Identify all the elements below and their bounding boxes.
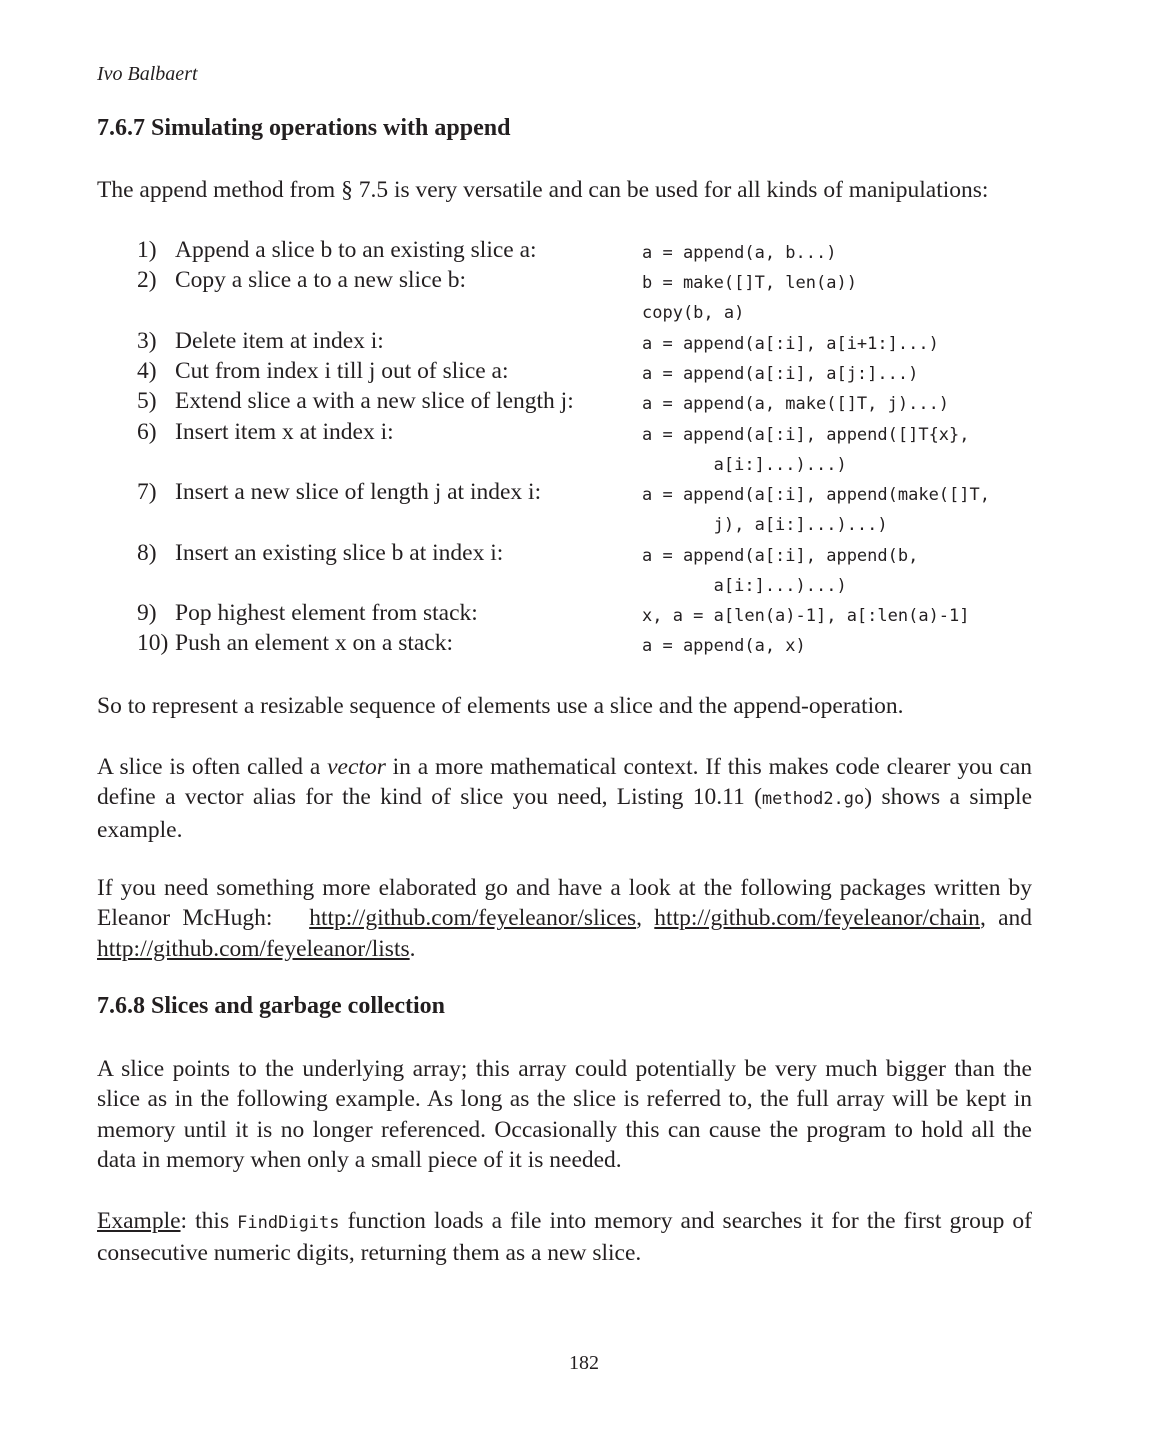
link-chain[interactable]: http://github.com/feyeleanor/chain	[654, 905, 980, 932]
item-description: Cut from index i till j out of slice a:	[175, 358, 509, 384]
list-item	[0, 237, 1168, 267]
list-item	[0, 600, 1168, 630]
item-code: a = append(a, b...)	[642, 243, 837, 263]
item-number: 1)	[137, 237, 157, 263]
text: : this	[180, 1208, 238, 1234]
list-item	[0, 479, 1168, 535]
item-number: 9)	[137, 600, 157, 626]
list-item	[0, 540, 1168, 596]
text: A slice is often called a	[97, 754, 328, 780]
item-code: a = append(a[:i], append([]T{x},	[642, 425, 970, 445]
item-code: b = make([]T, len(a))	[642, 273, 857, 293]
inline-code-function: FindDigits	[237, 1213, 340, 1233]
item-description: Insert a new slice of length j at index i:	[175, 479, 542, 505]
intro-paragraph: The append method from § 7.5 is very versatile and can be used for all kinds of manipulations:	[97, 177, 989, 203]
section-heading-7-6-8: 7.6.8 Slices and garbage collection	[97, 993, 445, 1019]
item-number: 8)	[137, 540, 157, 566]
text: in a more mathematical context. If this makes code clearer you can define a vector alias for the kind of slice you need, Listing 10.11 (	[97, 754, 1032, 811]
list-item	[0, 388, 1168, 418]
packages-paragraph	[97, 873, 1038, 964]
item-code: a = append(a, make([]T, j)...)	[642, 394, 950, 414]
section-heading-7-6-7: 7.6.7 Simulating operations with append	[97, 115, 511, 141]
link-lists[interactable]: http://github.com/feyeleanor/lists	[97, 935, 410, 962]
running-header-author: Ivo Balbaert	[97, 63, 198, 85]
item-code: a = append(a, x)	[642, 636, 806, 656]
text: function loads a file into memory and searches it for the first group of consecutive numeric digits, returning them as a new slice.	[97, 1208, 1032, 1267]
item-code-cont: a[i:]...)...)	[642, 576, 847, 596]
list-item	[0, 419, 1168, 475]
list-item	[0, 358, 1168, 388]
item-description: Push an element x on a stack:	[175, 630, 454, 656]
page-number: 182	[569, 1352, 599, 1374]
emphasis-vector: vector	[327, 754, 386, 780]
gc-paragraph: A slice points to the underlying array; this array could potentially be very much bigger than the slice as in the following example. As long as the slice is referred to, the full array will be kept in memory until it is no longer referenced. Occasionally this can cause the program to hold all the data in memory when only a small piece of it is needed.	[97, 1056, 1032, 1173]
item-number: 10)	[137, 630, 169, 656]
item-description: Insert item x at index i:	[175, 419, 394, 445]
vector-paragraph	[97, 752, 1032, 845]
item-description: Insert an existing slice b at index i:	[175, 540, 504, 566]
text: , and	[979, 905, 1033, 932]
list-item	[0, 267, 1168, 323]
example-label: Example	[97, 1208, 181, 1234]
text: If you need something more elaborated go and have a look at the following packages written by Eleanor McHugh:	[97, 875, 1038, 932]
item-code: a = append(a[:i], a[j:]...)	[642, 364, 919, 384]
item-description: Delete item at index i:	[175, 328, 384, 354]
text: ) shows a simple example.	[97, 784, 1032, 843]
item-number: 4)	[137, 358, 157, 384]
item-number: 2)	[137, 267, 157, 293]
item-code: a = append(a[:i], a[i+1:]...)	[642, 334, 939, 354]
item-description: Append a slice b to an existing slice a:	[175, 237, 537, 263]
inline-code-filename: method2.go	[761, 789, 865, 810]
example-paragraph	[97, 1206, 1032, 1269]
item-code-cont: j), a[i:]...)...)	[642, 515, 888, 535]
text: ,	[636, 905, 655, 932]
list-item	[0, 630, 1168, 660]
item-code: a = append(a[:i], append(b,	[642, 546, 919, 566]
item-code: a = append(a[:i], append(make([]T,	[642, 485, 990, 505]
item-description: Extend slice a with a new slice of length j:	[175, 388, 574, 414]
item-number: 7)	[137, 479, 157, 505]
item-code-cont: copy(b, a)	[642, 303, 745, 323]
text: .	[409, 935, 416, 962]
item-number: 6)	[137, 419, 157, 445]
item-number: 5)	[137, 388, 157, 414]
summary-paragraph: So to represent a resizable sequence of elements use a slice and the append-operation.	[97, 693, 904, 719]
item-number: 3)	[137, 328, 157, 354]
list-item	[0, 328, 1168, 358]
item-code-cont: a[i:]...)...)	[642, 455, 847, 475]
link-slices[interactable]: http://github.com/feyeleanor/slices	[309, 905, 637, 932]
item-description: Pop highest element from stack:	[175, 600, 478, 626]
item-code: x, a = a[len(a)-1], a[:len(a)-1]	[642, 606, 970, 626]
item-description: Copy a slice a to a new slice b:	[175, 267, 467, 293]
